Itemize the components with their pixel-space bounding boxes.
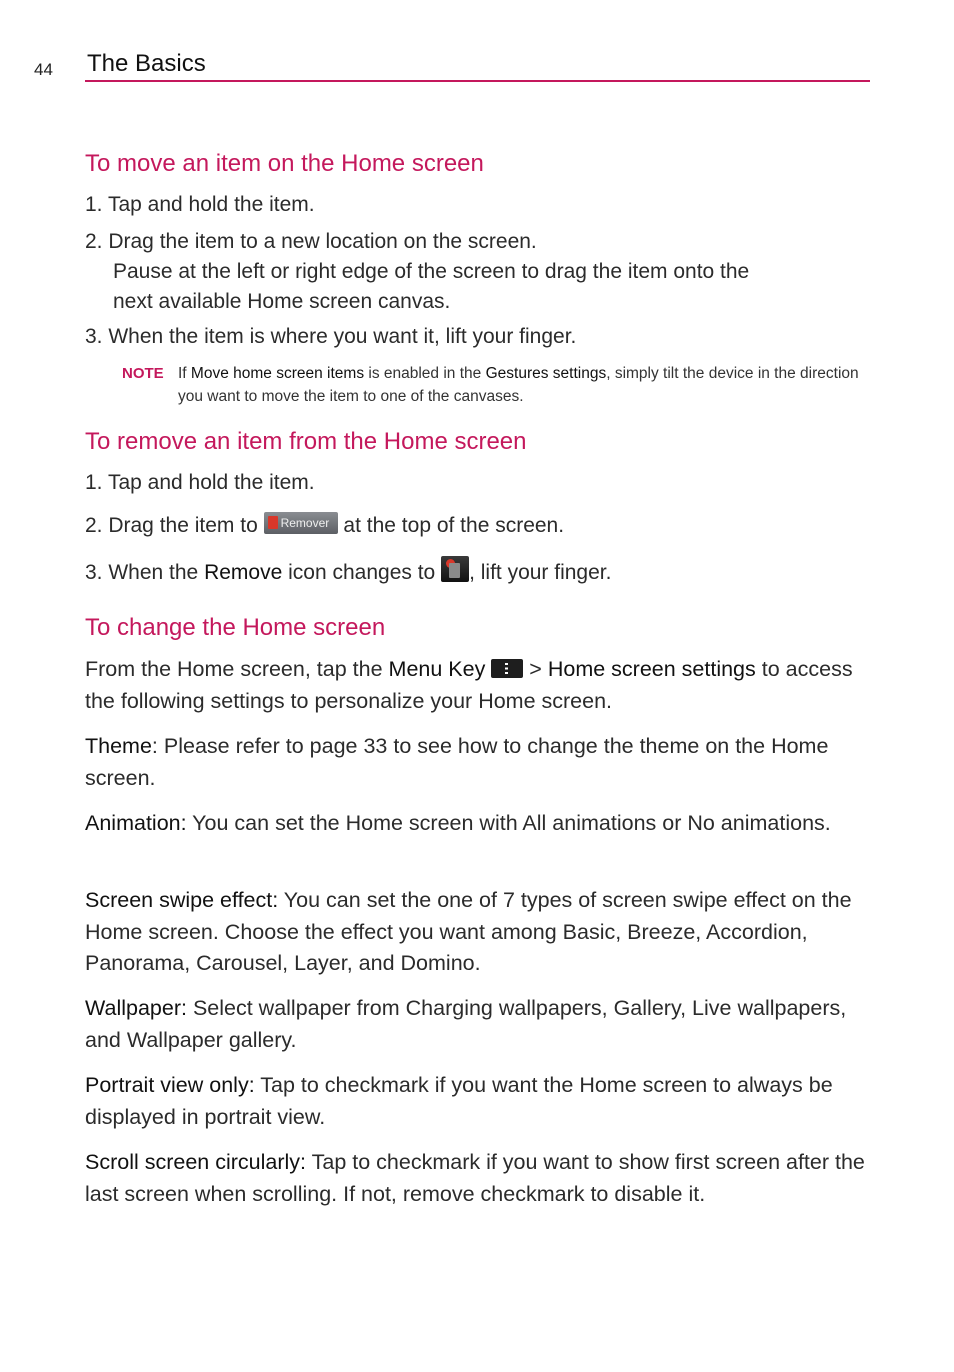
trash-can-icon (441, 556, 469, 582)
heading-move-item: To move an item on the Home screen (85, 150, 484, 177)
section-title: The Basics (87, 50, 206, 77)
remover-label: Remover (280, 516, 330, 530)
setting-theme (85, 731, 875, 794)
header-rule (85, 80, 870, 82)
move-step-1: 1. Tap and hold the item. (85, 193, 315, 216)
page-number: 44 (34, 60, 53, 79)
remove-label-bold: Remove (204, 561, 283, 584)
note-text (178, 362, 868, 408)
remover-bar-icon (264, 512, 338, 534)
intro-pre: From the Home screen, tap the (85, 657, 389, 681)
setting-text: Tap to checkmark if you want the Home screen to always be displayed in portrait view. (85, 1073, 833, 1129)
note-text-pre: If (178, 365, 191, 382)
move-step-2-line-3: next available Home screen canvas. (113, 290, 451, 313)
intro-post: to access the following settings to personalize your Home screen. (85, 657, 853, 713)
menu-dots-icon (505, 663, 508, 674)
change-intro (85, 654, 875, 717)
note-text-post: , simply tilt the device in the direction you want to move the item to one of the canvases. (178, 365, 859, 405)
remove-step-2 (85, 511, 564, 541)
menu-key-icon (491, 659, 523, 678)
setting-text: You can set the one of 7 types of screen swipe effect on the Home screen. Choose the effect you want among Basic, Breeze, Accordion, Panorama, Carousel, Layer, and Domino. (85, 888, 852, 975)
remove-step-2-post: at the top of the screen. (337, 514, 565, 537)
page-header (34, 50, 870, 82)
setting-text: Select wallpaper from Charging wallpapers, Gallery, Live wallpapers, and Wallpaper gallery. (85, 996, 847, 1052)
intro-separator: > (523, 657, 548, 681)
setting-label: Screen swipe effect: (85, 888, 279, 912)
remove-step-3-post: , lift your finger. (469, 561, 612, 584)
setting-label: Theme (85, 734, 152, 758)
can-icon (449, 563, 460, 578)
heading-remove-item: To remove an item from the Home screen (85, 428, 527, 455)
note-setting-move-home-items: Move home screen items (190, 365, 365, 382)
heading-change-home: To change the Home screen (85, 614, 386, 641)
remove-step-3 (85, 556, 611, 588)
setting-label: Wallpaper: (85, 996, 187, 1020)
move-step-2-line-2: Pause at the left or right edge of the screen to drag the item onto the (113, 260, 750, 283)
setting-text: Tap to checkmark if you want to show first screen after the last screen when scrolling. If not, remove checkmark to disable it. (85, 1150, 865, 1206)
remove-step-3-pre: 3. When the (85, 561, 205, 584)
setting-scroll-circularly (85, 1147, 875, 1210)
setting-screen-swipe-effect (85, 885, 875, 980)
setting-wallpaper (85, 993, 875, 1056)
note-text-mid: is enabled in the (364, 365, 486, 382)
setting-label: Scroll screen circularly: (85, 1150, 307, 1174)
note-setting-gestures: Gestures settings (485, 365, 607, 382)
setting-portrait-view-only (85, 1070, 875, 1133)
setting-label: Portrait view only: (85, 1073, 255, 1097)
move-step-2: 2. Drag the item to a new location on the screen. (85, 230, 537, 253)
remove-step-3-mid: icon changes to (282, 561, 442, 584)
setting-label: Animation: (85, 811, 187, 835)
home-screen-settings-label: Home screen settings (547, 657, 756, 681)
setting-text: You can set the Home screen with All animations or No animations. (186, 811, 831, 835)
setting-text: : Please refer to page 33 to see how to change the theme on the Home screen. (85, 734, 829, 790)
setting-animation (85, 808, 875, 840)
move-step-3: 3. When the item is where you want it, lift your finger. (85, 325, 577, 348)
note-tag: NOTE (122, 365, 164, 382)
trash-icon (268, 516, 278, 529)
menu-key-label: Menu Key (388, 657, 486, 681)
remove-step-1: 1. Tap and hold the item. (85, 471, 315, 494)
remove-step-2-pre: 2. Drag the item to (85, 514, 264, 537)
